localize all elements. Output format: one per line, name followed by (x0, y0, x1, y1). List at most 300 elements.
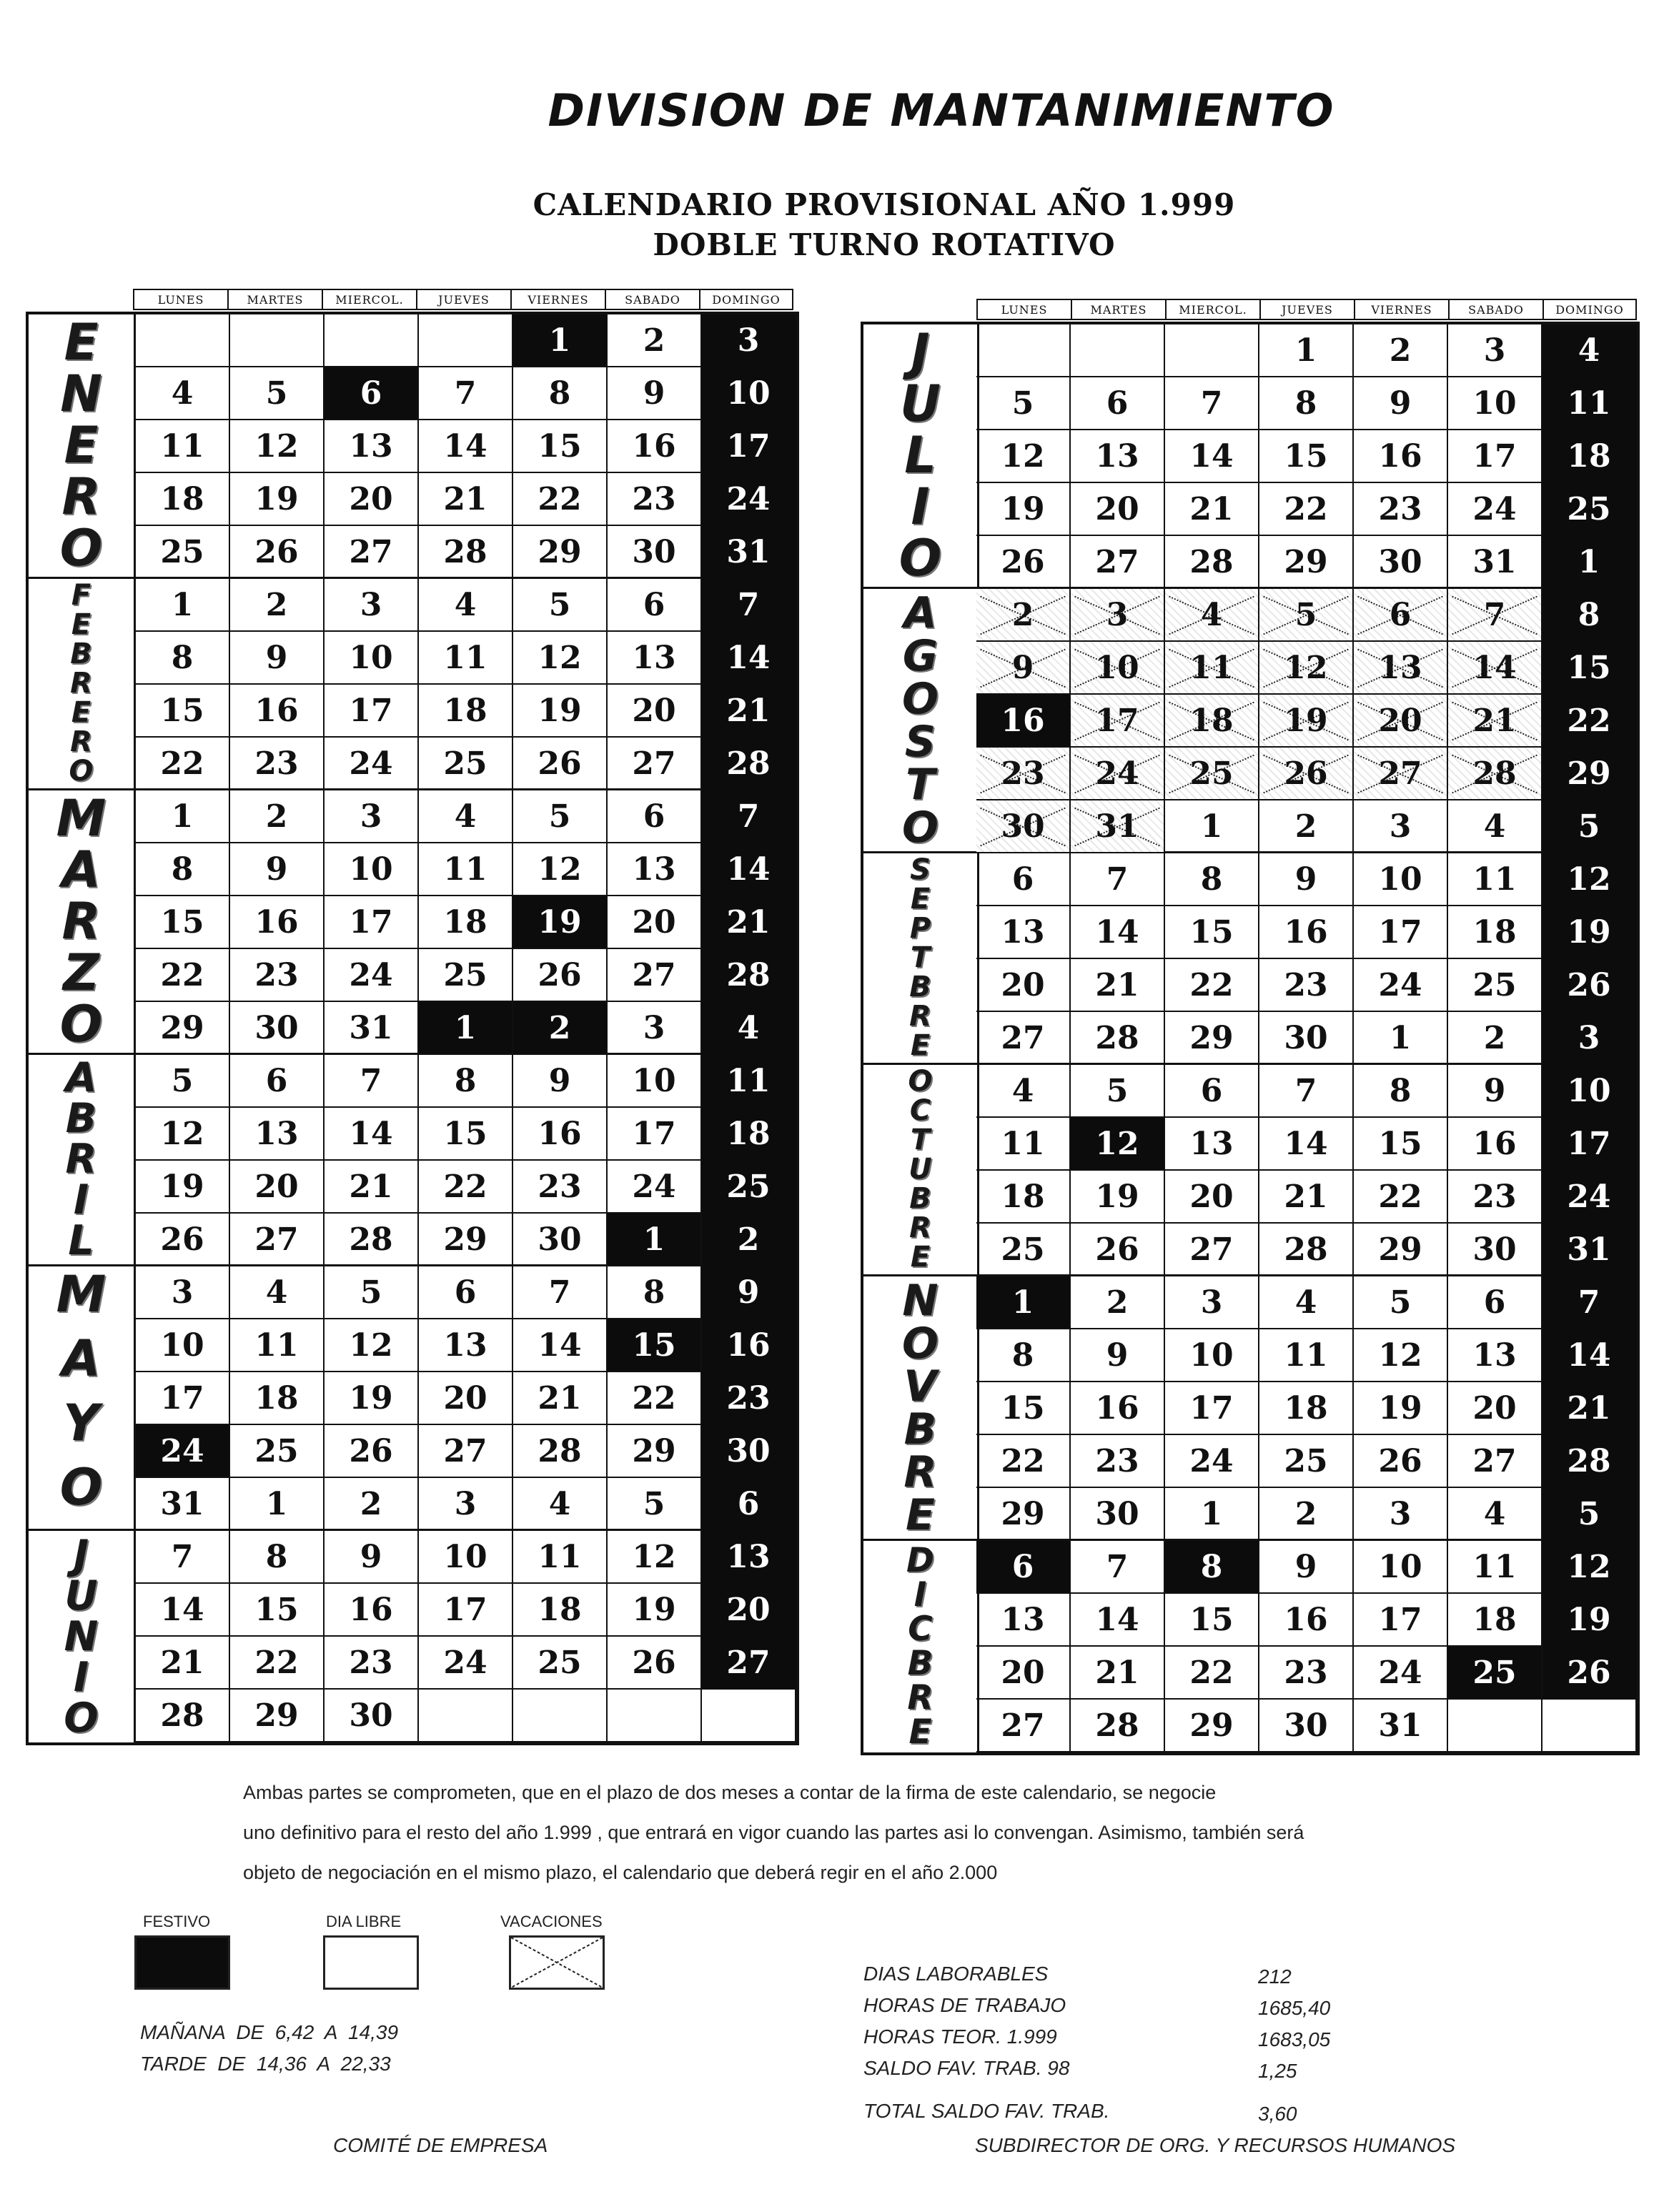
festivo-day-cell (702, 632, 796, 685)
day-number: 30 (254, 1009, 299, 1046)
day-number: 28 (443, 533, 487, 570)
day-cell (325, 1531, 419, 1584)
day-cell (513, 1319, 608, 1372)
festivo-day-cell (1542, 1541, 1637, 1594)
day-number: 9 (1389, 385, 1412, 422)
day-number: 1 (1389, 1019, 1412, 1056)
day-number: 23 (1284, 1654, 1328, 1691)
day-cell (1354, 1541, 1448, 1594)
day-number: 19 (1284, 702, 1328, 739)
day-number: 3 (1483, 332, 1506, 369)
day-cell (1448, 959, 1542, 1012)
day-number: 20 (443, 1379, 487, 1417)
festivo-day-cell (976, 1541, 1071, 1594)
month-letter: J (73, 1531, 89, 1579)
day-number: 27 (1472, 1442, 1517, 1479)
day-number: 23 (1472, 1178, 1517, 1215)
day-number: 23 (254, 956, 299, 993)
day-cell (1259, 853, 1354, 906)
weekday-miercol: MIERCOL. (322, 289, 416, 310)
day-number: 6 (454, 1274, 477, 1311)
day-cell (419, 473, 513, 526)
day-cell (513, 632, 608, 685)
shift-subtitle: DOBLE TURNO ROTATIVO (653, 227, 1116, 262)
month-letter: E (71, 608, 91, 641)
day-cell (1071, 1594, 1165, 1647)
day-number: 5 (265, 375, 288, 412)
day-number: 24 (160, 1432, 204, 1469)
month-letter: E (910, 1241, 931, 1274)
day-number: 3 (737, 322, 760, 359)
day-number: 9 (1483, 1072, 1506, 1109)
day-number: 19 (254, 480, 299, 517)
day-number: 30 (1095, 1495, 1139, 1532)
day-number: 18 (443, 903, 487, 941)
day-number: 11 (726, 1062, 771, 1099)
day-cell (513, 1161, 608, 1214)
vacation-day-cell (1448, 695, 1542, 748)
day-cell (513, 1531, 608, 1584)
festivo-day-cell (702, 579, 796, 632)
day-number: 1 (1200, 808, 1223, 845)
day-number: 16 (1001, 702, 1045, 739)
day-number: 28 (1284, 1231, 1328, 1268)
day-cell (419, 420, 513, 473)
day-number: 12 (1001, 437, 1045, 475)
day-number: 30 (726, 1432, 771, 1469)
day-cell (136, 1002, 230, 1055)
legend-festivo-label: FESTIVO (143, 1913, 211, 1930)
month-septbre (863, 853, 1637, 1065)
day-cell (230, 1319, 325, 1372)
day-number: 5 (171, 1062, 194, 1099)
day-number: 16 (1095, 1389, 1139, 1427)
day-number: 3 (1200, 1284, 1223, 1321)
month-letter: S (904, 716, 936, 767)
day-number: 12 (254, 427, 299, 465)
day-number: 19 (160, 1168, 204, 1205)
day-cell (419, 790, 513, 843)
day-number: 22 (1567, 702, 1611, 739)
day-cell (419, 843, 513, 896)
day-number: 29 (538, 533, 582, 570)
day-cell (1448, 483, 1542, 536)
day-number: 20 (632, 692, 676, 729)
day-number: 4 (1578, 332, 1600, 369)
empty-day-cell (976, 324, 1071, 377)
calendar-grid (861, 322, 1640, 1755)
day-cell (325, 685, 419, 738)
summary-value: 1,25 (1258, 2060, 1297, 2082)
month-letter: I (73, 1653, 89, 1701)
day-number: 4 (548, 1485, 571, 1522)
day-number: 27 (1378, 755, 1422, 792)
weekday-domingo: DOMINGO (1542, 299, 1637, 320)
day-cell (513, 949, 608, 1002)
month-letter: E (906, 1489, 935, 1540)
day-number: 23 (1378, 490, 1422, 527)
day-cell (608, 420, 702, 473)
day-number: 29 (632, 1432, 676, 1469)
day-number: 9 (1106, 1336, 1129, 1374)
day-cell (608, 473, 702, 526)
month-letter: Z (63, 943, 99, 1002)
day-number: 26 (1567, 1654, 1611, 1691)
signature-director: SUBDIRECTOR DE ORG. Y RECURSOS HUMANOS (975, 2134, 1456, 2156)
day-number: 30 (1284, 1019, 1328, 1056)
day-number: 23 (254, 745, 299, 782)
day-cell (608, 1266, 702, 1319)
day-number: 7 (1483, 596, 1506, 633)
day-number: 16 (1284, 1601, 1328, 1638)
festivo-day-cell (136, 1425, 230, 1478)
month-letter: C (909, 1094, 931, 1127)
day-number: 2 (360, 1485, 382, 1522)
day-number: 21 (538, 1379, 582, 1417)
day-number: 26 (1378, 1442, 1422, 1479)
day-cell (1354, 1435, 1448, 1488)
day-number: 23 (1001, 755, 1045, 792)
day-number: 15 (1001, 1389, 1045, 1427)
day-number: 19 (1095, 1178, 1139, 1215)
day-number: 12 (349, 1326, 393, 1364)
day-cell (1354, 1700, 1448, 1752)
day-cell (608, 1637, 702, 1690)
day-number: 2 (265, 798, 288, 835)
summary-label: HORAS TEOR. 1.999 (863, 2025, 1057, 2048)
day-number: 20 (632, 903, 676, 941)
day-number: 21 (1567, 1389, 1611, 1427)
day-cell (136, 949, 230, 1002)
month-mayo (29, 1266, 796, 1531)
day-number: 29 (1001, 1495, 1045, 1532)
day-cell (325, 1055, 419, 1108)
month-octubre (863, 1065, 1637, 1276)
day-number: 1 (454, 1009, 477, 1046)
day-number: 13 (632, 850, 676, 888)
day-number: 16 (349, 1591, 393, 1628)
weekday-sabado: SABADO (1448, 299, 1542, 320)
day-number: 31 (1378, 1707, 1422, 1744)
festivo-day-cell (702, 1425, 796, 1478)
day-number: 19 (1567, 1601, 1611, 1638)
vacation-day-cell (1165, 695, 1259, 748)
day-cell (136, 1319, 230, 1372)
day-number: 24 (1189, 1442, 1234, 1479)
agreement-line-1: Ambas partes se comprometen, que en el plazo de dos meses a contar de la firma de este calendario, se negocie (243, 1782, 1217, 1803)
day-number: 4 (1483, 1495, 1506, 1532)
month-letter: G (902, 630, 939, 681)
empty-day-cell (1448, 1700, 1542, 1752)
vacation-day-cell (1071, 748, 1165, 800)
festivo-day-cell (702, 1531, 796, 1584)
festivo-day-cell (513, 1002, 608, 1055)
month-letter: L (904, 425, 936, 485)
festivo-day-cell (1542, 1435, 1637, 1488)
weekday-header (133, 289, 793, 310)
day-number: 8 (1294, 385, 1317, 422)
day-number: 29 (160, 1009, 204, 1046)
day-number: 24 (443, 1644, 487, 1681)
day-number: 22 (1001, 1442, 1045, 1479)
day-number: 26 (632, 1644, 676, 1681)
day-cell (419, 1372, 513, 1425)
month-letter: E (64, 415, 99, 475)
day-number: 16 (1284, 913, 1328, 951)
day-cell (1448, 324, 1542, 377)
day-number: 17 (160, 1379, 204, 1417)
day-number: 5 (1389, 1284, 1412, 1321)
document-title: DIVISION DE MANTANIMIENTO (548, 84, 1335, 137)
day-number: 10 (349, 850, 393, 888)
festivo-day-cell (1542, 695, 1637, 748)
day-number: 24 (1472, 490, 1517, 527)
day-number: 17 (1189, 1389, 1234, 1427)
day-number: 24 (1567, 1178, 1611, 1215)
day-cell (1448, 430, 1542, 483)
festivo-day-cell (702, 526, 796, 579)
weekday-viernes: VIERNES (510, 289, 605, 310)
weekday-viernes: VIERNES (1354, 299, 1448, 320)
day-cell (325, 1108, 419, 1161)
day-cell (1259, 1276, 1354, 1329)
day-number: 8 (643, 1274, 665, 1311)
festivo-day-cell (1542, 642, 1637, 695)
day-number: 2 (1294, 808, 1317, 845)
day-number: 9 (1294, 861, 1317, 898)
day-cell (136, 1055, 230, 1108)
day-cell (419, 896, 513, 949)
day-number: 22 (254, 1644, 299, 1681)
month-letter: A (61, 840, 101, 899)
day-number: 10 (1567, 1072, 1611, 1109)
day-cell (1354, 1488, 1448, 1541)
day-number: 13 (1189, 1125, 1234, 1162)
day-cell (230, 1002, 325, 1055)
day-cell (230, 1637, 325, 1690)
weekday-sabado: SABADO (605, 289, 699, 310)
festivo-day-cell (1542, 1488, 1637, 1541)
vacation-day-cell (976, 642, 1071, 695)
festivo-day-cell (702, 738, 796, 790)
day-cell (136, 685, 230, 738)
day-cell (608, 1584, 702, 1637)
day-number: 8 (454, 1062, 477, 1099)
day-cell (976, 1224, 1071, 1276)
day-number: 18 (443, 692, 487, 729)
day-number: 13 (1001, 913, 1045, 951)
day-number: 21 (1095, 966, 1139, 1003)
month-letter: D (906, 1541, 934, 1580)
empty-day-cell (1165, 324, 1259, 377)
day-number: 19 (1378, 1389, 1422, 1427)
festivo-day-cell (1542, 377, 1637, 430)
day-number: 5 (643, 1485, 665, 1522)
day-cell (513, 1372, 608, 1425)
day-number: 4 (454, 798, 477, 835)
day-cell (325, 579, 419, 632)
vacation-day-cell (1071, 642, 1165, 695)
day-number: 24 (349, 745, 393, 782)
day-number: 12 (1095, 1125, 1139, 1162)
day-number: 8 (265, 1538, 288, 1575)
day-cell (976, 1065, 1071, 1118)
day-cell (976, 430, 1071, 483)
day-number: 14 (538, 1326, 582, 1364)
festivo-day-cell (419, 1002, 513, 1055)
day-number: 10 (1472, 385, 1517, 422)
day-number: 1 (265, 1485, 288, 1522)
day-number: 21 (1189, 490, 1234, 527)
day-number: 22 (160, 745, 204, 782)
day-cell (1354, 377, 1448, 430)
empty-day-cell (1542, 1700, 1637, 1752)
cross-icon (511, 1938, 603, 1988)
agreement-line-3: objeto de negociación en el mismo plazo, el calendario que deberá regir en el año 2.000 (243, 1862, 998, 1883)
day-cell (1071, 1700, 1165, 1752)
day-number: 11 (254, 1326, 299, 1364)
day-number: 8 (171, 850, 194, 888)
day-number: 26 (349, 1432, 393, 1469)
month-letter: O (901, 802, 939, 853)
day-number: 6 (1011, 1548, 1034, 1585)
day-cell (230, 1690, 325, 1742)
weekday-miercol: MIERCOL. (1165, 299, 1259, 320)
day-number: 20 (1001, 966, 1045, 1003)
month-letter: N (60, 364, 102, 423)
day-number: 20 (1472, 1389, 1517, 1427)
day-cell (1259, 377, 1354, 430)
day-cell (1354, 1171, 1448, 1224)
day-number: 8 (171, 639, 194, 676)
day-cell (1354, 959, 1448, 1012)
day-number: 5 (1578, 808, 1600, 845)
day-cell (230, 949, 325, 1002)
day-cell (608, 896, 702, 949)
day-number: 7 (548, 1274, 571, 1311)
day-number: 2 (265, 586, 288, 623)
empty-day-cell (513, 1690, 608, 1742)
day-cell (325, 1372, 419, 1425)
day-number: 27 (1001, 1707, 1045, 1744)
day-cell (325, 790, 419, 843)
day-cell (608, 1425, 702, 1478)
day-cell (513, 1478, 608, 1531)
day-number: 7 (737, 586, 760, 623)
day-number: 24 (726, 480, 771, 517)
day-cell (1448, 377, 1542, 430)
day-cell (325, 1214, 419, 1266)
month-letter: C (908, 1610, 933, 1649)
month-novbre (863, 1276, 1637, 1541)
day-cell (230, 843, 325, 896)
festivo-day-cell (1542, 589, 1637, 642)
month-letter: R (65, 1136, 97, 1183)
day-number: 12 (538, 639, 582, 676)
festivo-day-cell (1542, 748, 1637, 800)
day-cell (1165, 1488, 1259, 1541)
day-number: 2 (1483, 1019, 1506, 1056)
festivo-day-cell (702, 420, 796, 473)
day-number: 9 (1294, 1548, 1317, 1585)
day-cell (419, 526, 513, 579)
day-number: 6 (360, 375, 382, 412)
month-letter: U (64, 1572, 98, 1620)
day-number: 23 (1284, 966, 1328, 1003)
day-cell (136, 1108, 230, 1161)
day-cell (419, 1425, 513, 1478)
month-julio (863, 324, 1637, 589)
day-number: 17 (1472, 437, 1517, 475)
month-label (29, 579, 136, 788)
day-cell (136, 1161, 230, 1214)
day-number: 11 (443, 850, 487, 888)
day-number: 7 (1294, 1072, 1317, 1109)
festivo-day-cell (1542, 1647, 1637, 1700)
day-number: 4 (737, 1009, 760, 1046)
day-cell (230, 632, 325, 685)
month-letter: A (61, 1329, 101, 1388)
agreement-line-2: uno definitivo para el resto del año 1.999 , que entrará en vigor cuando las partes asi lo convengan. Asimismo, también será (243, 1822, 1304, 1843)
shift-afternoon: TARDE DE 14,36 A 22,33 (140, 2053, 391, 2075)
day-number: 14 (1284, 1125, 1328, 1162)
day-cell (513, 1055, 608, 1108)
month-letter: T (906, 759, 935, 810)
day-number: 21 (1472, 702, 1517, 739)
day-number: 27 (443, 1432, 487, 1469)
day-number: 18 (1189, 702, 1234, 739)
day-cell (1354, 1224, 1448, 1276)
day-cell (1354, 1065, 1448, 1118)
day-number: 17 (443, 1591, 487, 1628)
day-cell (1165, 483, 1259, 536)
festivo-day-cell (1542, 536, 1637, 589)
day-number: 3 (1389, 1495, 1412, 1532)
day-cell (1354, 853, 1448, 906)
day-number: 21 (1095, 1654, 1139, 1691)
day-number: 30 (1472, 1231, 1517, 1268)
festivo-day-cell (1542, 483, 1637, 536)
day-number: 10 (1378, 861, 1422, 898)
day-number: 8 (1200, 861, 1223, 898)
day-cell (513, 738, 608, 790)
day-cell (136, 1690, 230, 1742)
day-cell (1354, 483, 1448, 536)
month-label (29, 790, 136, 1053)
day-cell (1071, 1382, 1165, 1435)
day-cell (1354, 324, 1448, 377)
day-cell (1448, 1224, 1542, 1276)
day-cell (1448, 1276, 1542, 1329)
day-number: 10 (1095, 649, 1139, 686)
day-cell (1259, 483, 1354, 536)
day-cell (1448, 1065, 1542, 1118)
day-cell (230, 526, 325, 579)
legend-vacaciones-label: VACACIONES (500, 1913, 603, 1930)
day-number: 12 (160, 1115, 204, 1152)
festivo-day-cell (702, 314, 796, 367)
day-cell (1448, 1171, 1542, 1224)
month-letter: T (910, 1124, 931, 1156)
day-cell (136, 1531, 230, 1584)
day-number: 15 (1378, 1125, 1422, 1162)
day-number: 6 (643, 798, 665, 835)
month-letter: A (903, 587, 937, 638)
day-cell (1354, 1647, 1448, 1700)
day-number: 16 (1472, 1125, 1517, 1162)
day-number: 21 (726, 692, 771, 729)
weekday-lunes: LUNES (133, 289, 227, 310)
